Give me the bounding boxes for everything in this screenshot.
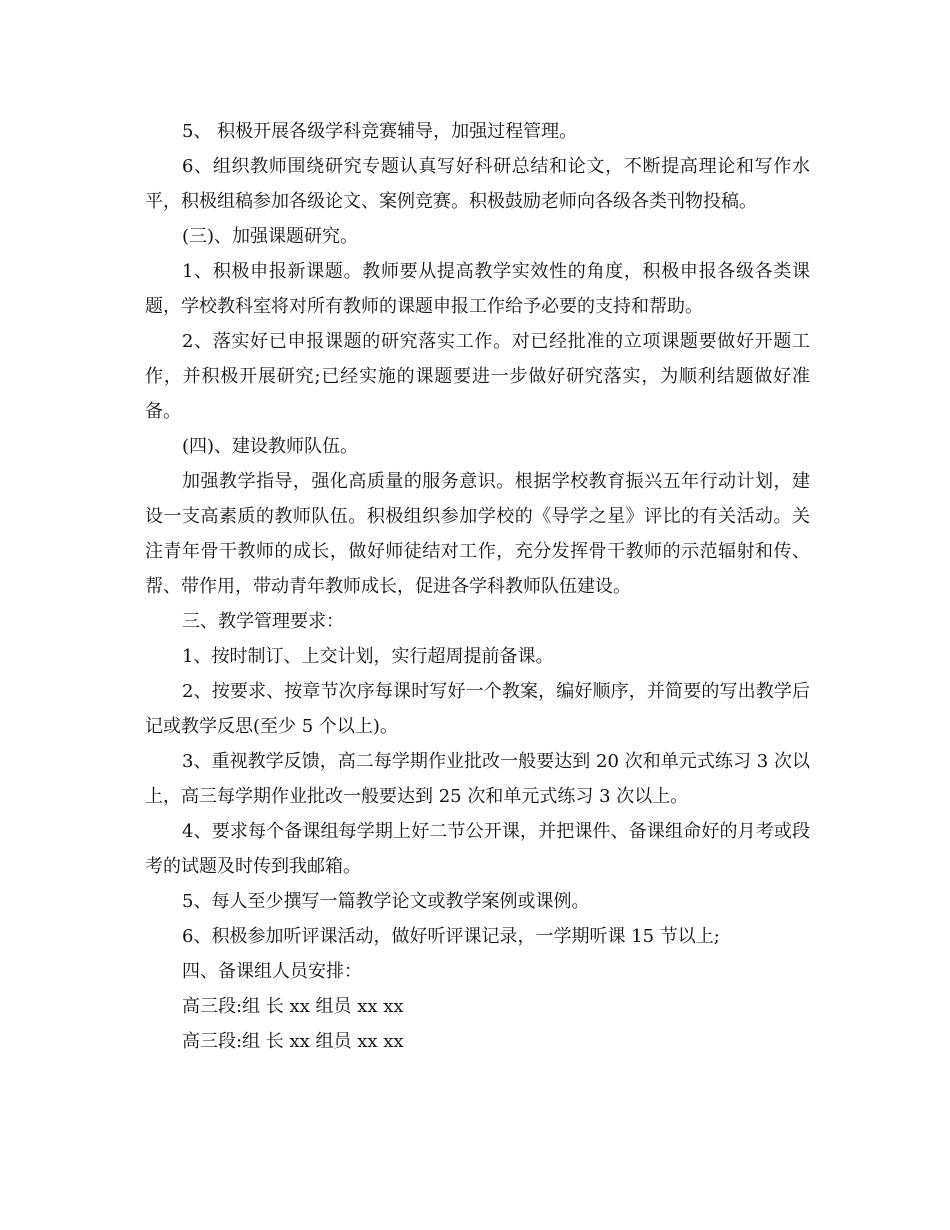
paragraph-feedback: 3、重视教学反馈，高二每学期作业批改一般要达到 20 次和单元式练习 3 次以上，高三每学期作业批改一般要达到 25 次和单元式练习 3 次以上。	[145, 751, 810, 807]
section-heading-management: 三、教学管理要求：	[182, 611, 344, 632]
paragraph-teacher-team: 加强教学指导，强化高质量的服务意识。根据学校教育振兴五年行动计划，建设一支高素质的教师队伍。积极组织参加学校的《导学之星》评比的有关活动。关注青年骨干教师的成长，做好师徒结对工作，充分发挥骨干教师的示范辐射和传、帮、带作用，带动青年教师成长，促进各学科教师队伍建设。	[145, 471, 810, 597]
section-heading-topic-research: (三)、加强课题研究。	[182, 226, 359, 247]
staff-row: 高三段:组 长 xx 组员 xx xx	[182, 1031, 404, 1052]
paragraph-topic-implementation: 2、落实好已申报课题的研究落实工作。对已经批准的立项课题要做好开题工作，并积极开展研究;已经实施的课题要进一步做好研究落实，为顺利结题做好准备。	[145, 331, 810, 422]
section-heading-teacher-team: (四)、建设教师队伍。	[182, 436, 359, 457]
paragraph-competition: 5、 积极开展各级学科竞赛辅导，加强过程管理。	[182, 121, 578, 142]
section-heading-staff-arrangement: 四、备课组人员安排：	[182, 961, 362, 982]
staff-row: 高三段:组 长 xx 组员 xx xx	[182, 996, 404, 1017]
paragraph-lesson-plans: 2、按要求、按章节次序每课时写好一个教案，编好顺序，并简要的写出教学后记或教学反思(至少 5 个以上)。	[145, 681, 810, 737]
paragraph-plan: 1、按时制订、上交计划，实行超周提前备课。	[182, 646, 554, 667]
document-page	[145, 114, 810, 1059]
paragraph-new-topics: 1、积极申报新课题。教师要从提高教学实效性的角度，积极申报各级各类课题，学校教科室将对所有教师的课题申报工作给予必要的支持和帮助。	[145, 261, 810, 317]
paragraph-research-papers: 6、组织教师围绕研究专题认真写好科研总结和论文，不断提高理论和写作水平，积极组稿参加各级论文、案例竞赛。积极鼓励老师向各级各类刊物投稿。	[145, 156, 810, 212]
paragraph-open-class: 4、要求每个备课组每学期上好二节公开课，并把课件、备课组命好的月考或段考的试题及时传到我邮箱。	[145, 821, 810, 877]
paragraph-lesson-observation: 6、积极参加听评课活动，做好听评课记录，一学期听课 15 节以上;	[182, 926, 720, 947]
paragraph-teaching-paper: 5、每人至少撰写一篇教学论文或教学案例或课例。	[182, 891, 590, 912]
